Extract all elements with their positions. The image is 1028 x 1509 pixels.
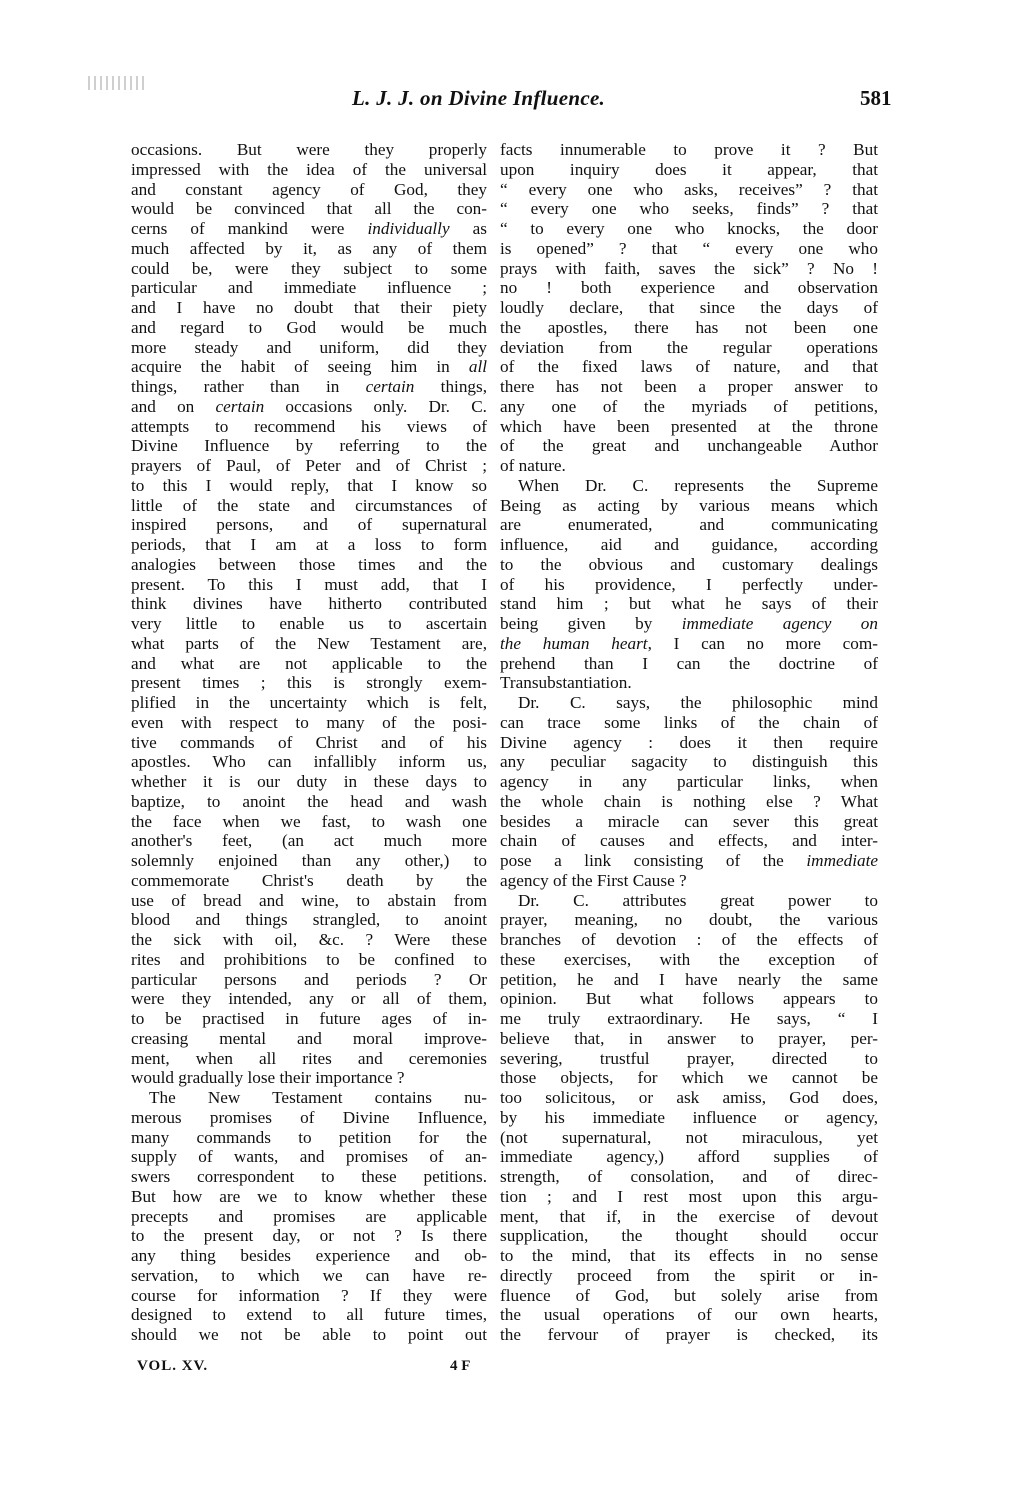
text-line xyxy=(131,397,487,417)
text-line: the usual operations of our own hearts, xyxy=(500,1305,878,1325)
text-line: prayer, meaning, no doubt, the various xyxy=(500,910,878,930)
text-line: “ every one who seeks, finds” ? that xyxy=(500,199,878,219)
text-line: more steady and uniform, did they xyxy=(131,337,487,357)
italic-text: the human heart xyxy=(500,633,648,653)
text-segment: things, xyxy=(414,377,487,396)
text-line: Divine agency : does it then require xyxy=(500,732,878,752)
text-segment: and on xyxy=(131,396,216,416)
text-line: the apostles, there has not been one xyxy=(500,317,878,337)
text-line: ment, when all rites and ceremonies xyxy=(131,1048,487,1068)
text-line: Dr. C. attributes great power to xyxy=(518,890,878,910)
text-segment: acquire the habit of seeing him in xyxy=(131,357,469,377)
text-line: particular persons and periods ? Or xyxy=(131,969,487,989)
text-line: plified in the uncertainty which is felt, xyxy=(131,693,487,712)
text-line: opinion. But what follows appears to xyxy=(500,989,878,1009)
text-line: agency in any particular links, when xyxy=(500,772,878,791)
text-line: But how are we to know whether these xyxy=(131,1186,487,1206)
text-line: very little to enable us to ascertain xyxy=(131,614,487,633)
text-line: of the great and unchangeable Author xyxy=(500,436,878,456)
text-segment: things, rather than in xyxy=(131,377,366,396)
text-line: the whole chain is nothing else ? What xyxy=(500,791,878,811)
text-line: would gradually lose their importance ? xyxy=(131,1068,405,1088)
italic-text: certain xyxy=(365,377,415,396)
paragraph xyxy=(500,693,878,891)
running-title: L. J. J. on Divine Influence. xyxy=(352,86,606,110)
text-line: occasions. But were they properly xyxy=(131,140,487,159)
text-line: the face when we fast, to wash one xyxy=(131,811,487,831)
text-line: baptize, to anoint the head and wash xyxy=(131,791,487,811)
text-line: of his providence, I perfectly under- xyxy=(500,574,878,594)
text-line: what parts of the New Testament are, xyxy=(131,633,487,653)
text-line: loudly declare, that since the days of xyxy=(500,298,878,317)
text-line: apostles. Who can infallibly inform us, xyxy=(131,752,487,772)
text-line: course for information ? If they were xyxy=(131,1285,487,1305)
text-line: to the present day, or not ? Is there xyxy=(131,1226,487,1246)
text-segment: being given by xyxy=(500,614,682,633)
text-line: prayers of Paul, of Peter and of Christ ; xyxy=(131,456,487,475)
text-line: present times ; this is strongly exem- xyxy=(131,673,487,693)
text-line: influence, aid and guidance, according xyxy=(500,535,878,554)
paragraph xyxy=(131,1088,487,1345)
text-line: supplication, the thought should occur xyxy=(500,1226,878,1246)
paragraph xyxy=(500,891,878,1345)
text-line: to the obvious and customary dealings xyxy=(500,554,878,574)
text-line: those objects, for which we cannot be xyxy=(500,1068,878,1088)
text-line: upon inquiry does it appear, that xyxy=(500,159,878,179)
text-line: Divine Influence by referring to the xyxy=(131,436,487,456)
text-line: tive commands of Christ and of his xyxy=(131,732,487,752)
text-line: commemorate Christ's death by the xyxy=(131,870,487,890)
text-line: should we not be able to point out xyxy=(131,1325,487,1344)
text-line: immediate agency,) afford supplies of xyxy=(500,1147,878,1167)
text-line: merous promises of Divine Influence, xyxy=(131,1107,487,1127)
text-line: much affected by it, as any of them xyxy=(131,238,487,258)
text-line: there has not been a proper answer to xyxy=(500,377,878,396)
text-line: blood and things strangled, to anoint xyxy=(131,910,487,930)
text-line: creasing mental and moral improve- xyxy=(131,1028,487,1048)
text-line: no ! both experience and observation xyxy=(500,278,878,298)
text-line: even with respect to many of the posi- xyxy=(131,712,487,732)
text-line: the fervour of prayer is checked, its xyxy=(500,1325,878,1344)
text-line xyxy=(500,634,878,654)
text-line: any thing besides experience and ob- xyxy=(131,1246,487,1265)
volume-label: VOL. XV. xyxy=(137,1358,209,1374)
text-line: use of bread and wine, to abstain from xyxy=(131,890,487,910)
text-line: would be convinced that all the con- xyxy=(131,199,487,219)
text-line: (not supernatural, not miraculous, yet xyxy=(500,1127,878,1147)
text-segment: occasions only. Dr. C. xyxy=(264,396,487,416)
text-line: me truly extraordinary. He says, “ I xyxy=(500,1009,878,1028)
text-line: deviation from the regular operations xyxy=(500,337,878,357)
right-column xyxy=(500,140,878,1345)
paragraph xyxy=(500,140,878,476)
text-segment: cerns of mankind were xyxy=(131,219,368,238)
text-line: petition, he and I have nearly the same xyxy=(500,969,878,989)
text-line: Transubstantiation. xyxy=(500,673,632,693)
text-line: many commands to petition for the xyxy=(131,1127,487,1147)
text-line: Being as acting by various means which xyxy=(500,495,878,515)
text-line: “ to every one who knocks, the door xyxy=(500,219,878,238)
text-line: to be practised in future ages of in- xyxy=(131,1009,487,1028)
text-line: are enumerated, and communicating xyxy=(500,515,878,535)
text-segment: , I can no more com- xyxy=(647,633,878,653)
text-line: Dr. C. says, the philosophic mind xyxy=(518,693,878,712)
text-segment: as xyxy=(449,219,487,238)
paragraph xyxy=(131,140,487,1088)
italic-text: certain xyxy=(215,396,265,416)
text-line: were they intended, any or all of them, xyxy=(131,989,487,1009)
text-line: and I have no doubt that their piety xyxy=(131,298,487,317)
text-line: could be, were they subject to some xyxy=(131,258,487,278)
text-line: “ every one who asks, receives” ? that xyxy=(500,179,878,199)
text-line: tion ; and I rest most upon this argu- xyxy=(500,1186,878,1206)
text-line: to the mind, that its effects in no sense xyxy=(500,1246,878,1265)
text-line: inspired persons, and of supernatural xyxy=(131,515,487,535)
text-line: attempts to recommend his views of xyxy=(131,416,487,436)
text-line: and regard to God would be much xyxy=(131,317,487,337)
text-line: The New Testament contains nu- xyxy=(149,1088,487,1107)
text-line: besides a miracle can sever this great xyxy=(500,811,878,831)
text-line xyxy=(500,614,878,634)
text-line: swers correspondent to these petitions. xyxy=(131,1167,487,1186)
text-line: precepts and promises are applicable xyxy=(131,1206,487,1226)
text-line: to this I would reply, that I know so xyxy=(131,475,487,495)
text-line: prays with faith, saves the sick” ? No ! xyxy=(500,258,878,278)
text-line xyxy=(131,377,487,397)
text-line: is opened” ? that “ every one who xyxy=(500,238,878,258)
text-line: impressed with the idea of the universal xyxy=(131,159,487,179)
text-line: too solicitous, or ask amiss, God does, xyxy=(500,1088,878,1107)
text-line: any peculiar sagacity to distinguish this xyxy=(500,752,878,772)
text-line: ment, that if, in the exercise of devout xyxy=(500,1206,878,1226)
text-line: chain of causes and effects, and inter- xyxy=(500,831,878,851)
text-line: facts innumerable to prove it ? But xyxy=(500,140,878,159)
text-line: which have been presented at the throne xyxy=(500,416,878,436)
italic-text: immediate xyxy=(806,851,878,870)
text-line: prehend than I can the doctrine of xyxy=(500,653,878,673)
page-number: 581 xyxy=(860,86,892,110)
italic-text: all xyxy=(468,357,487,377)
text-line: analogies between those times and the xyxy=(131,554,487,574)
text-line xyxy=(131,219,487,239)
italic-text: individually xyxy=(367,219,450,238)
text-line: and constant agency of God, they xyxy=(131,179,487,199)
text-line: think divines have hitherto contributed xyxy=(131,594,487,614)
text-line: solemnly enjoined than any other,) to xyxy=(131,851,487,870)
text-line: designed to extend to all future times, xyxy=(131,1305,487,1325)
text-line: of the fixed laws of nature, and that xyxy=(500,357,878,377)
text-line: particular and immediate influence ; xyxy=(131,278,487,298)
text-line: stand him ; but what he says of their xyxy=(500,594,878,614)
text-line: fluence of God, but solely arise from xyxy=(500,1285,878,1305)
text-line xyxy=(131,357,487,377)
paragraph xyxy=(500,476,878,693)
text-line: believe that, in answer to prayer, per- xyxy=(500,1028,878,1048)
text-line: rites and prohibitions to be confined to xyxy=(131,949,487,969)
text-line: of nature. xyxy=(500,456,566,475)
text-line: branches of devotion : of the effects of xyxy=(500,930,878,949)
text-line: another's feet, (an act much more xyxy=(131,831,487,851)
text-line: servation, to which we can have re- xyxy=(131,1265,487,1285)
text-line xyxy=(500,851,878,871)
text-line: any one of the myriads of petitions, xyxy=(500,396,878,416)
page-header xyxy=(0,86,1028,114)
text-line: periods, that I am at a loss to form xyxy=(131,535,487,554)
text-line: these exercises, with the exception of xyxy=(500,949,878,969)
text-line: strength, of consolation, and of direc- xyxy=(500,1167,878,1186)
text-line: by his immediate influence or agency, xyxy=(500,1107,878,1127)
text-line: whether it is our duty in these days to xyxy=(131,772,487,791)
text-line: present. To this I must add, that I xyxy=(131,574,487,594)
text-line: When Dr. C. represents the Supreme xyxy=(518,475,878,495)
text-line: little of the state and circumstances of xyxy=(131,495,487,515)
text-segment: pose a link consisting of the xyxy=(500,851,807,870)
text-line: directly proceed from the spirit or in- xyxy=(500,1265,878,1285)
text-line: and what are not applicable to the xyxy=(131,653,487,673)
signature-mark: 4 F xyxy=(450,1358,471,1374)
text-line: supply of wants, and promises of an- xyxy=(131,1147,487,1167)
text-line: severing, trustful prayer, directed to xyxy=(500,1048,878,1068)
text-line: agency of the First Cause ? xyxy=(500,870,687,890)
left-column xyxy=(131,140,487,1345)
text-line: the sick with oil, &c. ? Were these xyxy=(131,930,487,949)
text-line: can trace some links of the chain of xyxy=(500,712,878,732)
italic-text: immediate agency on xyxy=(681,614,878,633)
